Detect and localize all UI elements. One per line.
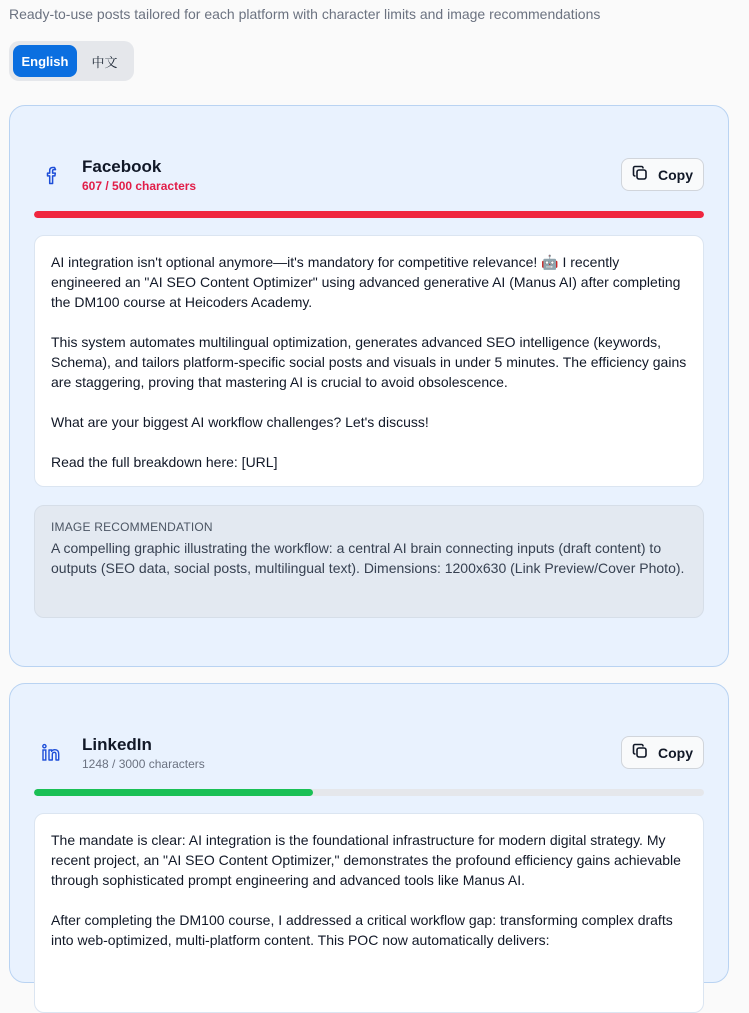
post-content[interactable] xyxy=(34,813,704,1013)
copy-icon xyxy=(632,743,648,762)
facebook-icon xyxy=(40,163,64,187)
facebook-post-card xyxy=(9,105,729,667)
copy-label: Copy xyxy=(658,166,693,183)
character-progress-bar xyxy=(34,789,704,796)
image-recommendation-title: IMAGE RECOMMENDATION xyxy=(51,520,213,534)
language-chinese-button[interactable]: 中文 xyxy=(79,45,130,77)
image-recommendation xyxy=(34,505,704,618)
copy-label: Copy xyxy=(658,744,693,761)
character-progress-fill xyxy=(34,211,704,218)
page-subtitle: Ready-to-use posts tailored for each platform with character limits and image recommendations xyxy=(9,6,601,22)
character-count: 607 / 500 characters xyxy=(82,179,197,193)
post-paragraph: This system automates multilingual optimization, generates advanced SEO intelligence (keywords, Schema), and tailors platform-specific social posts and visuals in under 5 minutes. The efficiency gains are staggering, proving that mastering AI is crucial to avoid obsolescence. xyxy=(51,334,687,390)
language-toggle xyxy=(9,41,134,81)
linkedin-icon xyxy=(40,741,64,765)
character-progress-fill xyxy=(34,789,313,796)
post-paragraph: AI integration isn't optional anymore—it's mandatory for competitive relevance! 🤖 I recently engineered an "AI SEO Content Optimizer" using advanced generative AI (Manus AI) after completing the DM100 course at Heicoders Academy. xyxy=(51,254,681,310)
copy-icon xyxy=(632,165,648,184)
copy-button[interactable] xyxy=(621,736,704,769)
image-recommendation-text: A compelling graphic illustrating the workflow: a central AI brain connecting inputs (draft content) to outputs (SEO data, social posts, multilingual text). Dimensions: 1200x630 (Link Preview/Cover Photo). xyxy=(51,540,685,576)
post-paragraph: The mandate is clear: AI integration is the foundational infrastructure for modern digital strategy. My recent project, an "AI SEO Content Optimizer," demonstrates the profound efficiency gains achievable through sophisticated prompt engineering and advanced tools like Manus AI. xyxy=(51,832,681,888)
post-content[interactable] xyxy=(34,235,704,487)
linkedin-post-card xyxy=(9,683,729,983)
platform-name: LinkedIn xyxy=(82,735,152,754)
copy-button[interactable] xyxy=(621,158,704,191)
character-count: 1248 / 3000 characters xyxy=(82,757,205,771)
character-progress-bar xyxy=(34,211,704,218)
post-paragraph: What are your biggest AI workflow challenges? Let's discuss! xyxy=(51,414,429,430)
post-paragraph: After completing the DM100 course, I addressed a critical workflow gap: transforming complex drafts into web-optimized, multi-platform content. This POC now automatically delivers: xyxy=(51,912,673,948)
post-paragraph: Read the full breakdown here: [URL] xyxy=(51,454,278,470)
language-english-button[interactable]: English xyxy=(13,45,77,77)
platform-name: Facebook xyxy=(82,157,162,176)
